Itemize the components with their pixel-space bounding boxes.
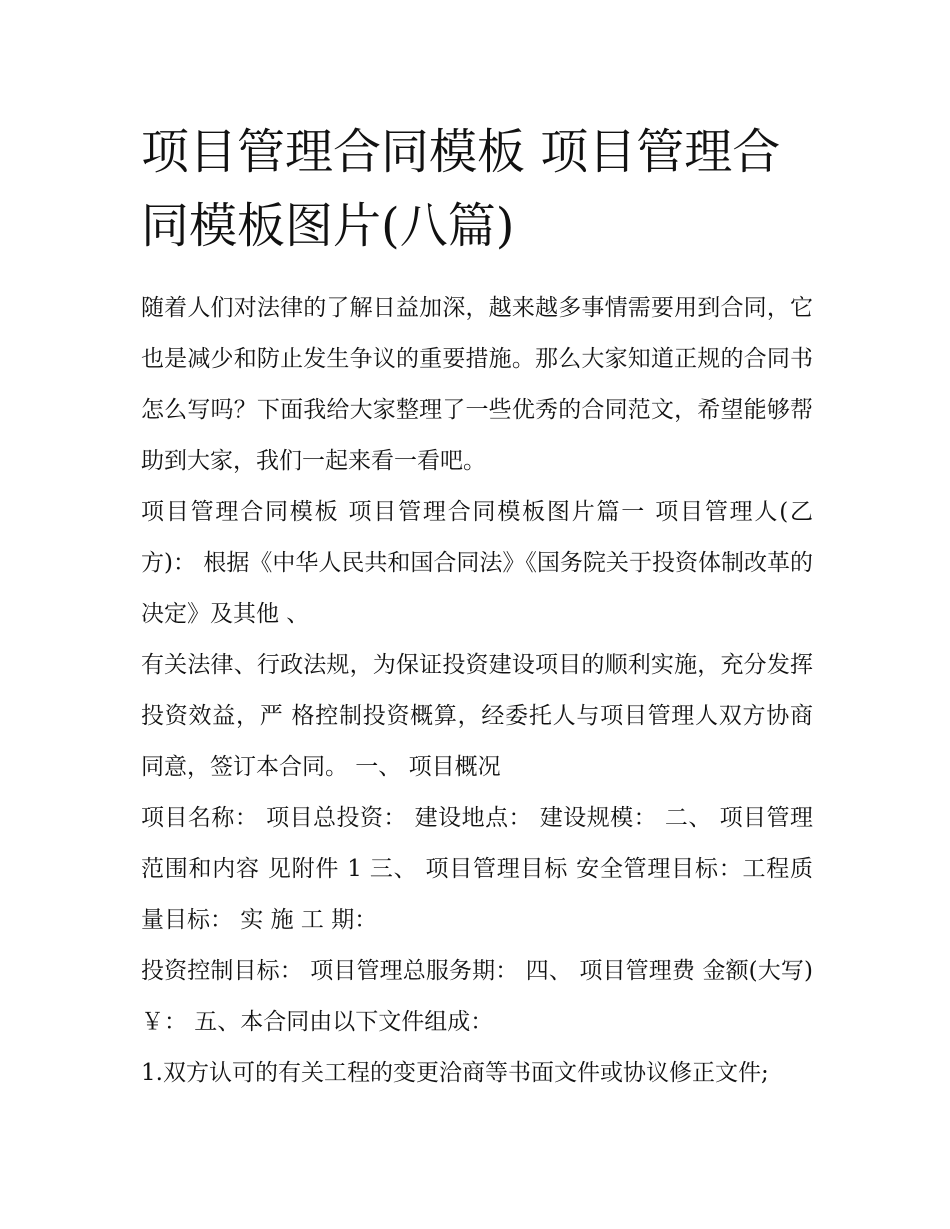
paragraph-investment-control: 投资控制目标： 项目管理总服务期： 四、 项目管理费 金额(大写)￥： 五、本合同由以下文件组成：	[141, 958, 813, 1035]
paragraph-intro: 随着人们对法律的了解日益加深，越来越多事情需要用到合同，它也是减少和防止发生争议的重要措施。那么大家知道正规的合同书怎么写吗？下面我给大家整理了一些优秀的合同范文，希望能够帮助到大家，我们一起来看一看吧。	[141, 295, 813, 474]
paragraph-contract-intro: 项目管理合同模板 项目管理合同模板图片篇一 项目管理人(乙方)： 根据《中华人民共和国合同法》《国务院关于投资体制改革的决定》及其他 、	[141, 499, 813, 627]
paragraph-document-list-item: 1.双方认可的有关工程的变更洽商等书面文件或协议修正文件;	[141, 1060, 769, 1086]
document-title: 项目管理合同模板 项目管理合同模板图片(八篇)	[141, 124, 781, 254]
paragraph-legal-basis: 有关法律、行政法规，为保证投资建设项目的顺利实施，充分发挥投资效益，严 格控制投资概算，经委托人与项目管理人双方协商同意，签订本合同。 一、 项目概况	[141, 652, 813, 780]
document-content	[141, 115, 813, 1099]
document-body	[141, 283, 813, 1099]
paragraph-project-details: 项目名称： 项目总投资： 建设地点： 建设规模： 二、 项目管理范围和内容 见附件 1 三、 项目管理目标 安全管理目标：工程质量目标： 实 施 工 期：	[141, 805, 813, 933]
